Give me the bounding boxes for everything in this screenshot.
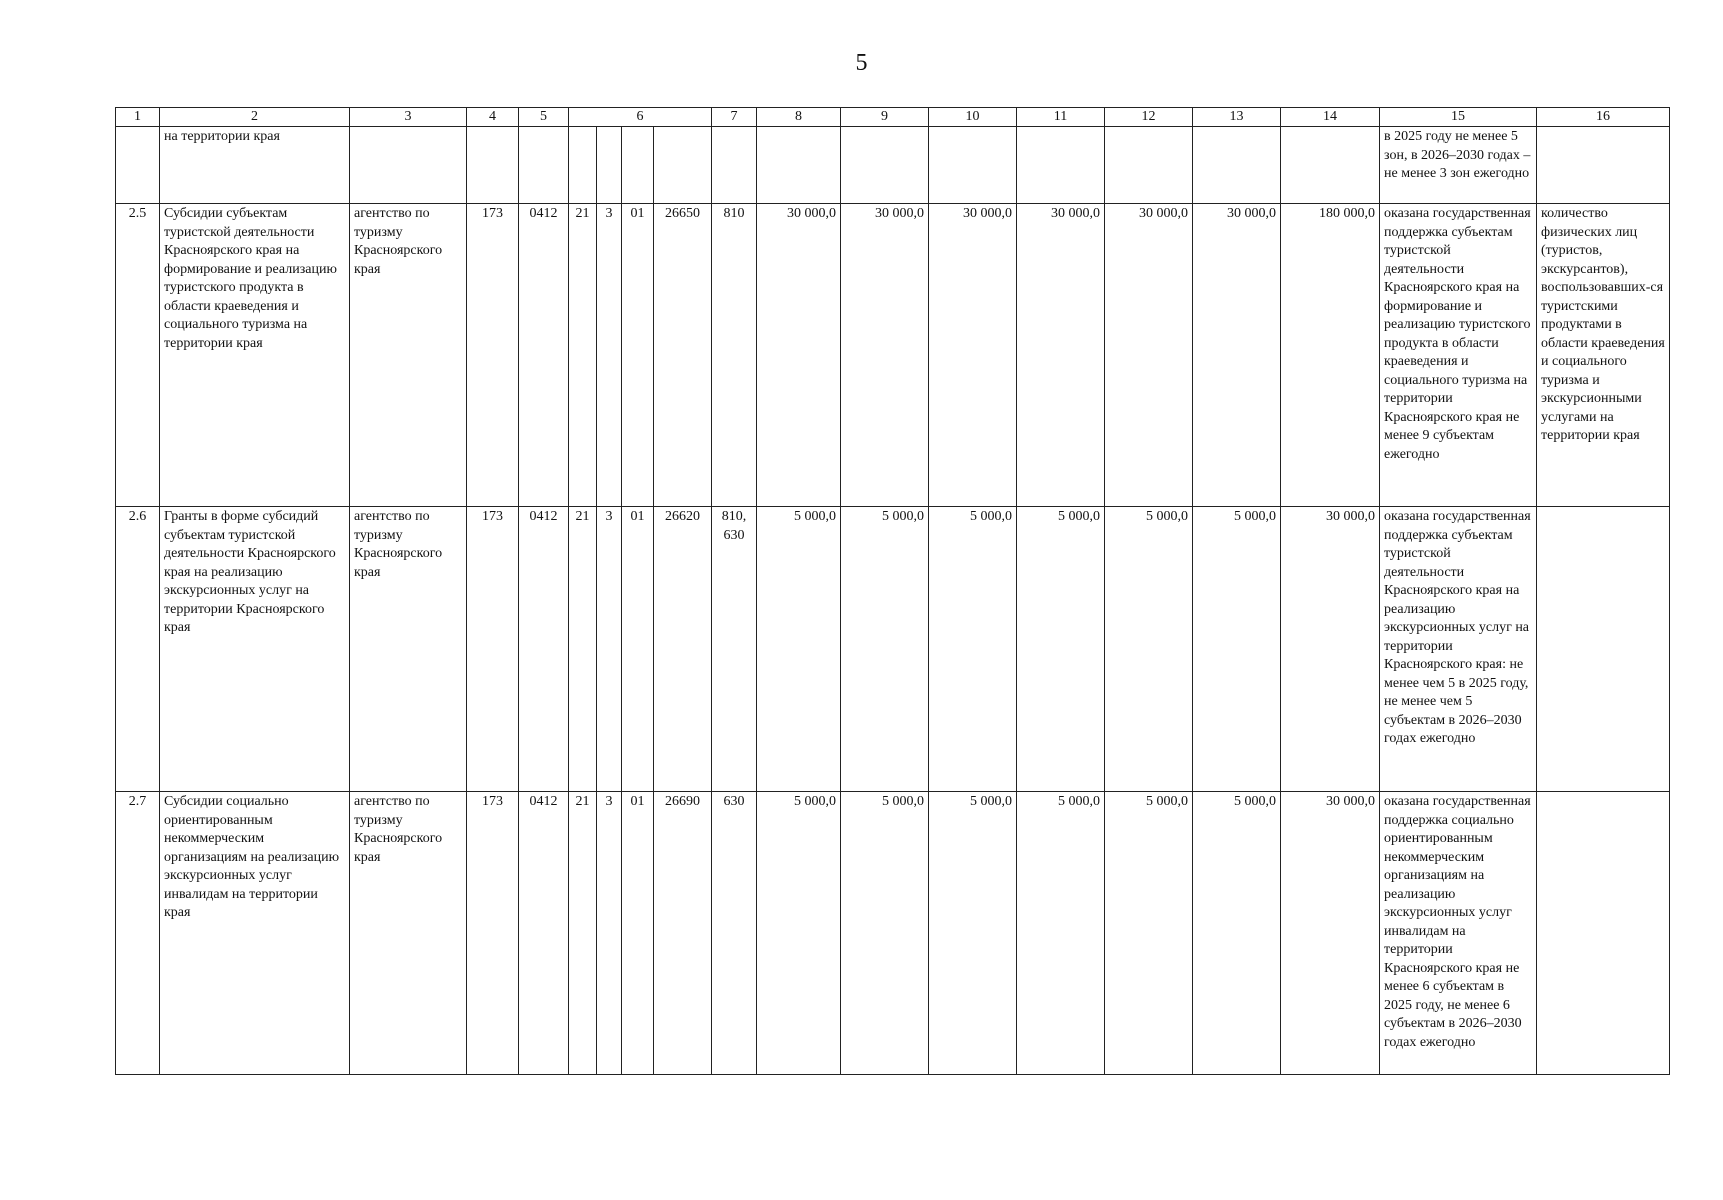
cell-y2026 [841,127,929,204]
cell-vr: 810 [712,204,757,507]
cell-csr-a [569,127,597,204]
cell-result: в 2025 году не менее 5 зон, в 2026–2030 годах – не менее 3 зон ежегодно [1380,127,1537,204]
header-col-13: 13 [1193,108,1281,127]
cell-csr-b [597,127,622,204]
cell-y2025: 5 000,0 [757,507,841,792]
cell-csr-c [622,127,654,204]
program-table [115,107,1670,1075]
cell-y2029: 30 000,0 [1105,204,1193,507]
cell-total: 30 000,0 [1281,792,1380,1075]
table-row [116,204,1670,507]
cell-vr [712,127,757,204]
header-col-2: 2 [160,108,350,127]
header-col-14: 14 [1281,108,1380,127]
cell-number: 2.7 [116,792,160,1075]
cell-grbs [467,127,519,204]
cell-y2030: 30 000,0 [1193,204,1281,507]
cell-vr: 810, 630 [712,507,757,792]
header-col-8: 8 [757,108,841,127]
cell-indicator [1537,127,1670,204]
cell-y2027: 5 000,0 [929,792,1017,1075]
cell-csr-a: 21 [569,792,597,1075]
cell-y2026: 5 000,0 [841,792,929,1075]
header-col-9: 9 [841,108,929,127]
cell-grbs: 173 [467,792,519,1075]
cell-y2030 [1193,127,1281,204]
cell-csr-a: 21 [569,204,597,507]
cell-total: 180 000,0 [1281,204,1380,507]
cell-name: на территории края [160,127,350,204]
cell-y2029: 5 000,0 [1105,507,1193,792]
cell-csr-c: 01 [622,792,654,1075]
cell-executor [350,127,467,204]
cell-grbs: 173 [467,507,519,792]
cell-rzpr: 0412 [519,204,569,507]
header-col-5: 5 [519,108,569,127]
header-col-15: 15 [1380,108,1537,127]
cell-executor: агентство по туризму Красноярского края [350,204,467,507]
cell-result: оказана государственная поддержка социально ориентированным некоммерческим организациям на реализацию экскурсионных услуг инвалидам на территории Красноярского края не менее 6 субъектам в 2025 году, не менее 6 субъектам в 2026–2030 годах ежегодно [1380,792,1537,1075]
cell-y2030: 5 000,0 [1193,792,1281,1075]
cell-csr-b: 3 [597,792,622,1075]
cell-csr-a: 21 [569,507,597,792]
header-col-11: 11 [1017,108,1105,127]
header-col-10: 10 [929,108,1017,127]
cell-total [1281,127,1380,204]
cell-y2026: 30 000,0 [841,204,929,507]
header-col-12: 12 [1105,108,1193,127]
cell-name: Субсидии социально ориентированным некоммерческим организациям на реализацию экскурсионных услуг инвалидам на территории края [160,792,350,1075]
cell-executor: агентство по туризму Красноярского края [350,792,467,1075]
header-col-16: 16 [1537,108,1670,127]
cell-csr-c: 01 [622,507,654,792]
page-number: 5 [855,50,868,76]
cell-csr-c: 01 [622,204,654,507]
cell-y2025 [757,127,841,204]
cell-csr-d: 26690 [654,792,712,1075]
table-row [116,127,1670,204]
cell-rzpr: 0412 [519,507,569,792]
cell-indicator: количество физических лиц (туристов, экскурсантов), воспользовавших-ся туристскими продуктами в области краеведения и социального туризма и экскурсионными услугами на территории края [1537,204,1670,507]
cell-y2029 [1105,127,1193,204]
cell-y2027: 5 000,0 [929,507,1017,792]
table-row [116,507,1670,792]
cell-y2029: 5 000,0 [1105,792,1193,1075]
cell-executor: агентство по туризму Красноярского края [350,507,467,792]
table-row [116,792,1670,1075]
header-col-1: 1 [116,108,160,127]
cell-indicator [1537,507,1670,792]
cell-name: Субсидии субъектам туристской деятельности Красноярского края на формирование и реализацию туристского продукта в области краеведения и социального туризма на территории края [160,204,350,507]
header-col-3: 3 [350,108,467,127]
cell-y2028 [1017,127,1105,204]
cell-number: 2.6 [116,507,160,792]
header-col-7: 7 [712,108,757,127]
cell-y2030: 5 000,0 [1193,507,1281,792]
cell-number [116,127,160,204]
cell-result: оказана государственная поддержка субъектам туристской деятельности Красноярского края на реализацию экскурсионных услуг на территории Красноярского края: не менее чем 5 в 2025 году, не менее чем 5 субъектам в 2026–2030 годах ежегодно [1380,507,1537,792]
cell-y2025: 30 000,0 [757,204,841,507]
cell-y2028: 30 000,0 [1017,204,1105,507]
cell-y2026: 5 000,0 [841,507,929,792]
header-row [116,108,1670,127]
cell-y2027: 30 000,0 [929,204,1017,507]
header-col-6: 6 [569,108,712,127]
cell-indicator [1537,792,1670,1075]
cell-y2028: 5 000,0 [1017,507,1105,792]
cell-y2027 [929,127,1017,204]
cell-rzpr: 0412 [519,792,569,1075]
cell-number: 2.5 [116,204,160,507]
cell-rzpr [519,127,569,204]
cell-csr-b: 3 [597,204,622,507]
cell-csr-d: 26620 [654,507,712,792]
cell-vr: 630 [712,792,757,1075]
cell-y2025: 5 000,0 [757,792,841,1075]
cell-grbs: 173 [467,204,519,507]
cell-y2028: 5 000,0 [1017,792,1105,1075]
cell-csr-d: 26650 [654,204,712,507]
cell-result: оказана государственная поддержка субъектам туристской деятельности Красноярского края на формирование и реализацию туристского продукта в области краеведения и социального туризма на территории Красноярского края не менее 9 субъектам ежегодно [1380,204,1537,507]
cell-csr-d [654,127,712,204]
cell-total: 30 000,0 [1281,507,1380,792]
cell-csr-b: 3 [597,507,622,792]
cell-name: Гранты в форме субсидий субъектам туристской деятельности Красноярского края на реализацию экскурсионных услуг на территории Красноярского края [160,507,350,792]
header-col-4: 4 [467,108,519,127]
